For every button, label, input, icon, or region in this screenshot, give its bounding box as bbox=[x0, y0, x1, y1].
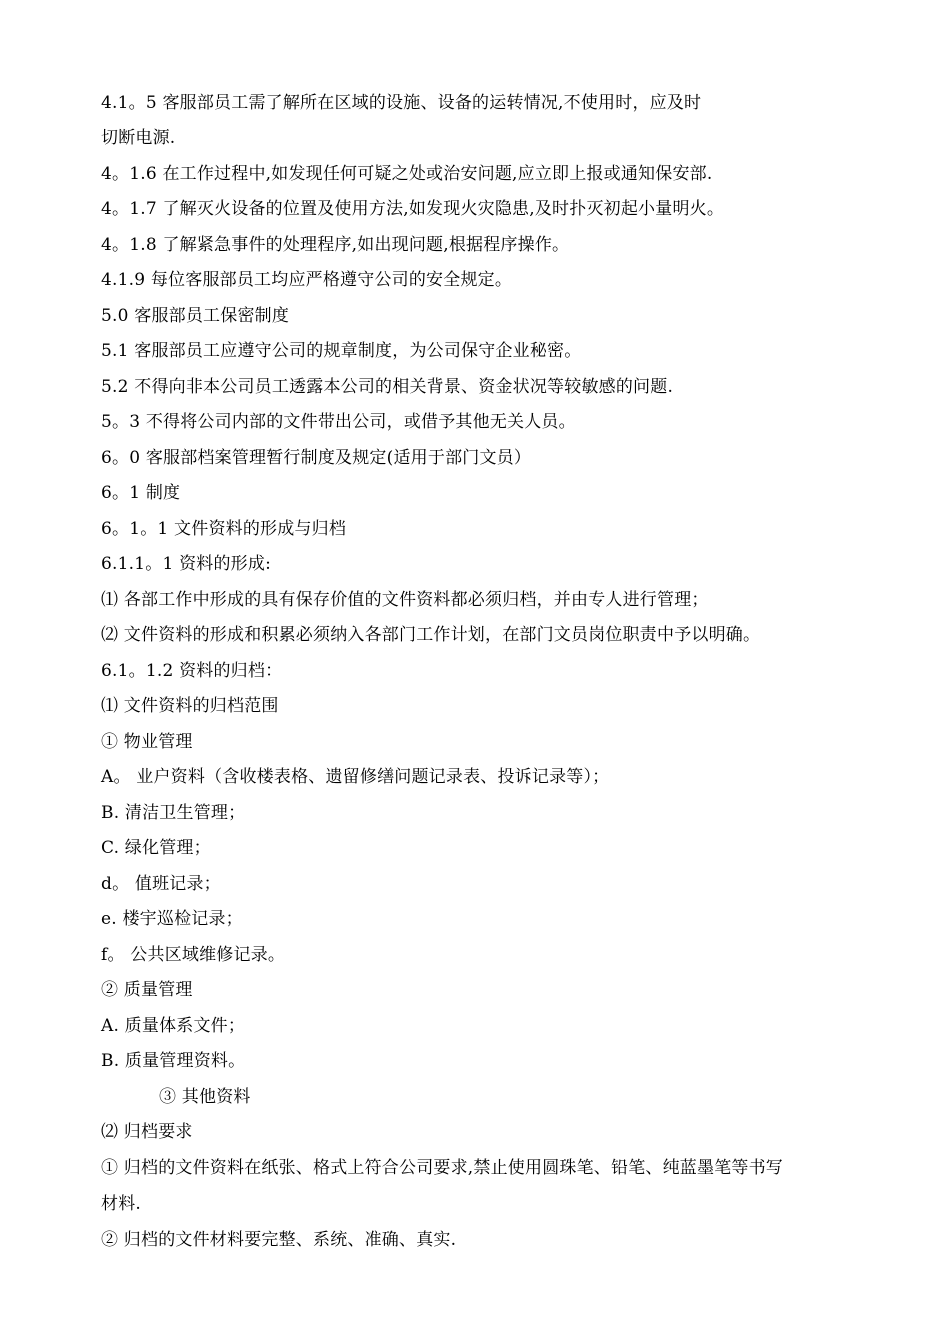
text-line: 4。1.7 了解灭火设备的位置及使用方法,如发现火灾隐患,及时扑灭初起小量明火。 bbox=[101, 199, 725, 219]
list-item: B. 清洁卫生管理； bbox=[101, 803, 246, 823]
list-item: f。 公共区域维修记录。 bbox=[101, 945, 286, 965]
list-item: ⑵ 归档要求 bbox=[101, 1122, 193, 1142]
list-item: ② 质量管理 bbox=[101, 980, 193, 1000]
list-item: B. 质量管理资料。 bbox=[101, 1051, 246, 1071]
list-item: C. 绿化管理； bbox=[101, 838, 211, 858]
text-line: 切断电源. bbox=[101, 128, 176, 148]
text-line: 6.1.1。1 资料的形成: bbox=[101, 554, 272, 574]
section-heading: 6。0 客服部档案管理暂行制度及规定(适用于部门文员） bbox=[101, 448, 532, 468]
list-item: A。 业户资料（含收楼表格、遗留修缮问题记录表、投诉记录等）； bbox=[101, 767, 610, 787]
list-item: d。 值班记录； bbox=[101, 874, 221, 894]
text-line: 5.1 客服部员工应遵守公司的规章制度，为公司保守企业秘密。 bbox=[101, 341, 582, 361]
list-item: A. 质量体系文件； bbox=[101, 1016, 246, 1036]
text-line: 材料. bbox=[101, 1194, 142, 1214]
text-line: 5。3 不得将公司内部的文件带出公司，或借予其他无关人员。 bbox=[101, 412, 576, 432]
section-heading: 5.0 客服部员工保密制度 bbox=[101, 306, 290, 326]
list-item: ① 归档的文件资料在纸张、格式上符合公司要求,禁止使用圆珠笔、铅笔、纯蓝墨笔等书写 bbox=[101, 1158, 784, 1178]
list-item: ② 归档的文件材料要完整、系统、准确、真实. bbox=[101, 1230, 457, 1250]
list-item: ⑴ 各部工作中形成的具有保存价值的文件资料都必须归档，并由专人进行管理； bbox=[101, 590, 709, 610]
text-line: 5.2 不得向非本公司员工透露本公司的相关背景、资金状况等较敏感的问题. bbox=[101, 377, 674, 397]
list-item: ① 物业管理 bbox=[101, 732, 193, 752]
list-item: ⑴ 文件资料的归档范围 bbox=[101, 696, 279, 716]
text-line: 4。1.6 在工作过程中,如发现任何可疑之处或治安问题,应立即上报或通知保安部. bbox=[101, 164, 713, 184]
list-item: ⑵ 文件资料的形成和积累必须纳入各部门工作计划，在部门文员岗位职责中予以明确。 bbox=[101, 625, 761, 645]
text-line: 4.1。5 客服部员工需了解所在区域的设施、设备的运转情况,不使用时，应及时 bbox=[101, 93, 702, 113]
list-item: e. 楼宇巡检记录； bbox=[101, 909, 243, 929]
text-line: 4。1.8 了解紧急事件的处理程序,如出现问题,根据程序操作。 bbox=[101, 235, 570, 255]
section-heading: 6。1 制度 bbox=[101, 483, 181, 503]
section-heading: 6。1。1 文件资料的形成与归档 bbox=[101, 519, 347, 539]
text-line: 6.1。1.2 资料的归档： bbox=[101, 661, 283, 681]
list-item: ③ 其他资料 bbox=[159, 1087, 251, 1107]
text-line: 4.1.9 每位客服部员工均应严格遵守公司的安全规定。 bbox=[101, 270, 513, 290]
